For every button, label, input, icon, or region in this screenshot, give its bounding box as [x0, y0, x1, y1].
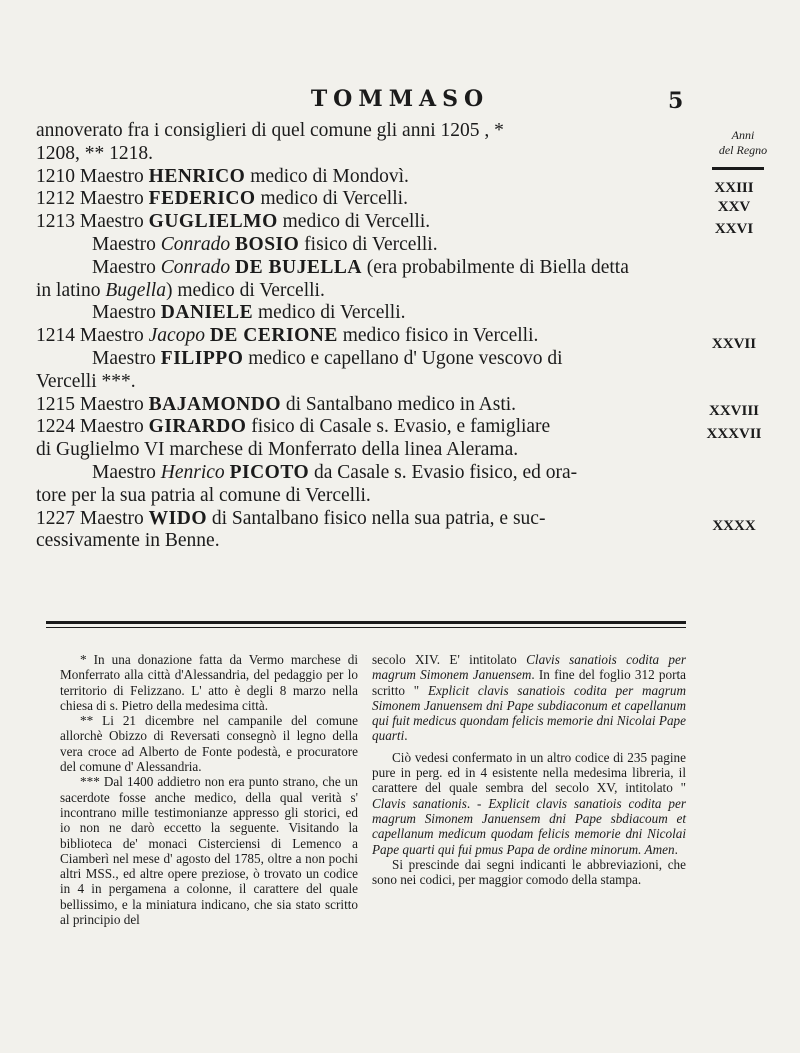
footnote-rule-thin [46, 627, 686, 628]
entry-bosio [36, 234, 696, 257]
entry-latin: Bugella [105, 279, 166, 301]
entry-year: 1215 [36, 393, 75, 415]
entry-year: 1210 [36, 165, 75, 187]
entry-name: PICOTO [229, 461, 310, 483]
entry-year: 1214 [36, 325, 75, 347]
entry-text: medico di Vercelli. [255, 188, 408, 210]
margin-rule [712, 167, 764, 170]
main-line: 1208, ** 1218. [36, 142, 153, 164]
entry-picoto [36, 462, 696, 485]
entry-bujella [36, 257, 696, 280]
entry-1224 [36, 416, 696, 439]
note-text: . [404, 728, 408, 744]
main-text [36, 120, 696, 553]
entry-1227 [36, 508, 696, 531]
entry-text: fisico di Casale s. Evasio, e famigliare [246, 416, 551, 438]
note-latin: Explicit clavis sanatiois codita per magrum Simonem Januensem dni Pape sbdiacoum et capellanum medicum quodam felicis memorie dni Nicolai Pape quarti qui fui pmus Papa de ordine minorum. Amen [372, 795, 686, 857]
entry-picoto-cont: tore per la sua patria al comune di Vercelli. [36, 484, 371, 506]
note-text: Ciò vedesi confermato in un altro codice di 235 pagine pure in perg. ed in 4 esistente nella medesima libreria, il carattere del quale sembra del secolo XV, intitolato " [372, 749, 686, 796]
entry-text: Maestro [75, 165, 149, 187]
entry-1215 [36, 394, 696, 417]
entry-name: GUGLIELMO [148, 211, 278, 233]
footnote-rule [46, 621, 686, 624]
entry-text: medico di Vercelli. [277, 211, 431, 233]
running-head: TOMMASO [310, 86, 490, 112]
entry-name: GIRARDO [148, 416, 247, 438]
margin-heading-line2: del Regno [718, 143, 768, 157]
entry-text: medico di Mondovì. [245, 165, 409, 187]
entry-text: Maestro [75, 325, 149, 347]
footnote-1: * In una donazione fatta da Vermo marchese di Monferrato alla città d'Alessandria, del pedaggio per lo territorio di Felizzano. L' atto è degli 8 marzo nella chiesa di s. Pietro della medesima città. [60, 652, 358, 713]
entry-text: Maestro [92, 347, 161, 369]
margin-heading [708, 128, 778, 158]
note-text: secolo XIV. E' intitolato [372, 652, 527, 667]
reign-year-1224: XXXVII [706, 426, 762, 442]
entry-text: Maestro [92, 302, 161, 324]
note-latin: Clavis sanatiois codita per magrum Simonem Januensem [372, 652, 687, 683]
note-latin: Clavis sanationis [372, 795, 467, 811]
entry-name: FILIPPO [160, 347, 244, 369]
entry-given: Conrado [160, 256, 231, 278]
entry-text: da Casale s. Evasio fisico, ed ora- [309, 461, 578, 483]
page-number: 5 [668, 88, 684, 114]
entry-given: Henrico [160, 461, 225, 483]
entry-filippo [36, 348, 696, 371]
footnote-3-cont [372, 652, 686, 744]
reign-year-1215: XXVIII [708, 403, 759, 419]
entry-1214 [36, 325, 696, 348]
margin-heading-line1: Anni [731, 128, 755, 142]
entry-1213 [36, 211, 696, 234]
entry-text: Maestro [92, 256, 161, 278]
entry-text: medico e capellano d' Ugone vescovo di [243, 347, 563, 369]
entry-1227-cont: cessivamente in Benne. [36, 530, 220, 552]
footnote-3-para-3: Si prescinde dai segni indicanti le abbreviazioni, che sono nei codici, per maggior comodo della stampa. [372, 856, 686, 888]
entry-text: Maestro [75, 393, 149, 415]
entry-text: Maestro [75, 507, 149, 529]
entry-name: BAJAMONDO [148, 393, 281, 415]
entry-name: BOSIO [235, 233, 300, 255]
entry-name: DE CERIONE [209, 325, 338, 347]
entry-text: (era probabilmente di Biella detta [361, 256, 629, 278]
reign-year-1212: XXV [717, 199, 751, 215]
entry-name: DE BUJELLA [235, 256, 362, 278]
entry-given: Jacopo [148, 325, 205, 347]
note-text: . - [466, 795, 489, 811]
entry-text: di Santalbano fisico nella sua patria, e suc- [207, 507, 546, 529]
entry-1210 [36, 166, 696, 189]
entry-text: medico fisico in Vercelli. [337, 325, 539, 347]
entry-name: HENRICO [148, 165, 246, 187]
entry-text: Maestro [75, 416, 149, 438]
entry-given: Conrado [160, 233, 231, 255]
entry-name: DANIELE [160, 302, 254, 324]
entry-bujella-cont [36, 280, 696, 303]
entry-name: WIDO [148, 507, 207, 529]
reign-year-1214: XXVII [711, 336, 757, 352]
entry-text: Maestro [92, 233, 161, 255]
footnotes-left-column [60, 652, 358, 927]
entry-text: fisico di Vercelli. [299, 233, 438, 255]
note-latin: Explicit clavis sanatiois codita per magrum Simonem Januensem dni Pape subdiaconum et capellanum qui fuit medicus quondam felicis memorie dni Nicolai Pape quarti [372, 682, 686, 744]
entry-year: 1212 [36, 188, 75, 210]
main-line: annoverato fra i consiglieri di quel comune gli anni 1205 , * [36, 120, 504, 141]
note-text: . In fine del foglio 312 porta scritto " [372, 667, 686, 698]
reign-year-1227: XXXX [712, 518, 756, 534]
footnote-2: ** Li 21 dicembre nel campanile del comune allorchè Obizzo di Reversati consegnò il legno della vera croce ad Alberto de Fonte podestà, e procuratore del comune d' Alessandria. [60, 713, 358, 775]
entry-text: di Santalbano medico in Asti. [280, 393, 517, 415]
footnote-3: *** Dal 1400 addietro non era punto strano, che un sacerdote fosse anche medico, della qual verità s' incontrano mille testimonianze appresso gli storici, ed io non ne darò eccetto la seguente. Visitando la biblioteca de' monaci Cisterciensi di Lemenco a Ciamberì nel mese d' agosto del 1785, oltre a non pochi altri MSS., ed altre opere preziose, ò trovato un codice in 4 in pergamena a colonne, il carattere del quale bellissimo, e la miniatura indicano, che sia stato scritto al principio del [60, 774, 358, 928]
entry-text: Maestro [75, 188, 149, 210]
entry-filippo-cont: Vercelli ***. [36, 370, 136, 392]
entry-text: Maestro [92, 461, 161, 483]
footnote-3-para-2 [372, 750, 686, 857]
entry-year: 1224 [36, 416, 75, 438]
entry-1212 [36, 188, 696, 211]
entry-text: ) medico di Vercelli. [165, 279, 325, 301]
entry-daniele [36, 302, 696, 325]
entry-1224-cont: di Guglielmo VI marchese di Monferrato della linea Alerama. [36, 439, 519, 461]
entry-year: 1227 [36, 507, 75, 529]
note-text: . [674, 841, 678, 857]
entry-text: in latino [36, 279, 106, 301]
entry-name: FEDERICO [148, 188, 256, 210]
entry-text: Maestro [75, 211, 149, 233]
footnotes-right-column [372, 652, 686, 887]
entry-year: 1213 [36, 211, 75, 233]
entry-text: medico di Vercelli. [253, 302, 406, 324]
reign-year-1213: XXVI [714, 221, 754, 237]
reign-year-1210: XXIII [714, 180, 754, 196]
